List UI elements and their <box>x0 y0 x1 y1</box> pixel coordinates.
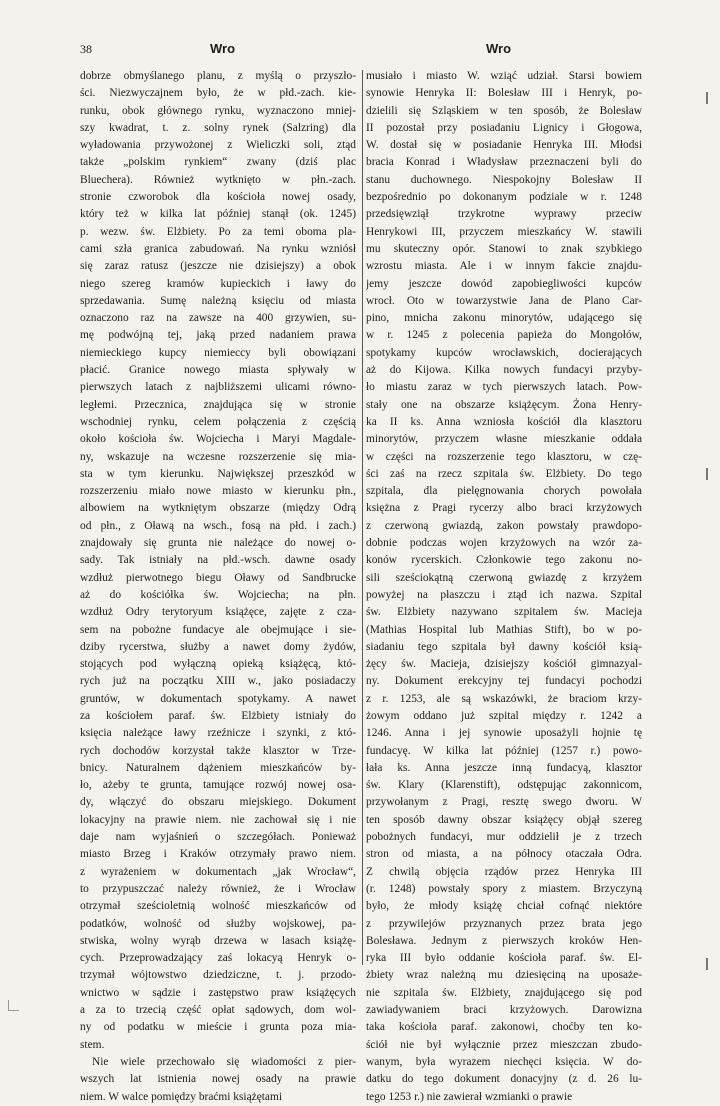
text-line: sady. Tak istniały na płd.-wsch. dawne osady <box>80 554 356 567</box>
text-line: za kościołem paraf. św. Elżbiety istniały do <box>80 709 356 722</box>
text-line: niem. W walce pomiędzy braćmi książętami <box>80 1090 283 1103</box>
text-line: powyżej na płaszczu i ztąd ich nazwa. Szpital <box>366 588 642 601</box>
text-line: św. Elżbiety nazywano szpitalem św. Macieja <box>366 606 642 619</box>
page-number: 38 <box>80 42 92 56</box>
text-line: ny. Dokument erekcyjny tej fundacyi pochodzi <box>366 675 642 688</box>
text-line: W. dostał się w posiadanie Henryka III. Młodsi <box>366 139 642 152</box>
text-line: jemy jeszcze dowód zapobiegliwości kupców <box>366 277 642 290</box>
text-line: aż do Kijowa. Kilka nowych fundacyi przyby- <box>366 364 642 377</box>
text-line: sta w tym kierunku. Największej przeszkód w <box>80 467 356 480</box>
running-head-right: Wro <box>486 41 512 56</box>
text-line: z przywilejów przyznanych przez brata jego <box>366 917 642 930</box>
running-head-left: Wro <box>210 41 236 56</box>
text-line: księżna z Pragi rycerzy albo braci krzyżowych <box>366 502 642 515</box>
text-line: sili sześciokątną czerwoną gwiazdę z krzyżem <box>366 571 642 584</box>
text-line: trzymał wójtowstwo dziedziczne, t. j. przodo- <box>80 969 356 982</box>
text-line: wnictwo w sądzie i zastępstwo praw książęcych <box>80 986 356 999</box>
text-line: także „polskim rynkiem“ zwany (dziś plac <box>80 156 356 169</box>
text-line: bezpośrednio po dokonanym podziale w r. 1248 <box>366 191 642 204</box>
text-line: taka kościoła paraf. zakonowi, choćby ten ko- <box>366 1021 642 1034</box>
text-line: nie szpitala św. Elżbiety, znajdującego się pod <box>366 986 642 999</box>
text-line: około kościoła św. Wojciecha i Maryi Magdale- <box>80 433 356 446</box>
text-line: pobożnych fundacyi, mur oddzielił je z trzech <box>366 831 642 844</box>
text-line: pierwszych latach z najbliższemi ulicami równo- <box>80 381 356 394</box>
text-line: znajdowały się grunta nie należące do nowej o- <box>80 537 356 550</box>
text-line: wschodniej rynku, celem połączenia z częścią <box>80 415 356 428</box>
text-line: mę podwójną tej, jaką przed nadaniem prawa <box>80 329 356 342</box>
text-line: z czerwoną gwiazdą, zakon powstały prawdopo- <box>366 519 642 532</box>
text-line: (r. 1248) powstały spory z miastem. Brzyczyną <box>366 882 642 895</box>
text-line: bnicy. Naturalnem dążeniem mieszkańców by- <box>80 761 356 774</box>
text-line: Henrykowi III, przyczem mieszkańcy W. stawili <box>366 225 642 238</box>
text-line: niemieckiego kupcy niemieccy byli obowiązani <box>80 346 356 359</box>
text-line: wyładowania przywożonej z Wieliczki soli, ztąd <box>80 139 356 152</box>
text-line: wrocł. Oto w towarzystwie Jana de Plano Car- <box>366 294 642 307</box>
text-line: dobrze obmyślanego planu, z myślą o przyszło- <box>80 70 356 82</box>
text-line: podatków, wolność od służby wojskowej, pa- <box>80 917 356 930</box>
text-line: szy kwadrat, t. z. solny rynek (Salzring) dla <box>80 121 356 134</box>
text-line: żęcy św. Macieja, dzisiejszy kościół gimnazyal- <box>366 658 642 671</box>
text-line: spotykamy kupców wrocławskich, docierających <box>366 346 642 359</box>
text-line: bracia Konrad i Władysław przeznaczeni byli do <box>366 156 642 169</box>
text-line: w r. 1245 z polecenia papieża do Mongołów, <box>366 329 642 342</box>
text-line: wzrostu miasta. Ale i w innym fakcie znajdu- <box>366 260 642 273</box>
text-line: ryka III było oddanie kościoła paraf. św. El- <box>366 952 642 965</box>
text-line: przywołanym z Pragi, resztę swego dworu. W <box>366 796 642 809</box>
text-line: sprzedawania. Sumę należną księciu od miasta <box>80 294 356 307</box>
text-line: Bolesława. Jednym z pierwszych kroków Hen- <box>366 934 642 947</box>
text-line: 1246. Anna i jej synowie uposażyli hojnie tę <box>366 727 642 740</box>
text-line: runku, obok głównego rynku, wyznaczono mniej- <box>80 104 356 117</box>
text-line: ny od podatku w mieście i grunta poza mia- <box>80 1021 356 1034</box>
text-line: ka II ks. Anna wzniosła kościół dla klasztoru <box>366 415 642 428</box>
text-line: p. wezw. św. Elżbiety. Po za temi oboma pla- <box>80 225 356 238</box>
text-line: żowym oddano już szpital między r. 1242 a <box>366 709 642 722</box>
text-line: (Mathias Hospital lub Mathias Stift), bo w po- <box>366 623 642 636</box>
text-line: św. Klary (Klarenstift), odstępując zakonnicom, <box>366 779 642 792</box>
text-line: cych. Przeprowadzający zaś lokacyą Henryk o- <box>80 952 356 965</box>
text-column-right <box>366 68 642 1106</box>
text-line: wzdłuż Odry terytoryum książęce, zajęte z cza- <box>80 606 356 619</box>
text-line: rych dochodów korzystał także klasztor w Trze- <box>80 744 356 757</box>
text-line: stronie czworobok dla kościoła nowej osady, <box>80 191 356 204</box>
text-line: ten sposób dawny obszar książęcy objął szereg <box>366 813 642 826</box>
text-line: otrzymał sześcioletnią wolność mieszkańców od <box>80 900 356 913</box>
text-line: daje nam wyjaśnień o szczegółach. Ponieważ <box>80 831 356 844</box>
text-line: dzielili się Szląskiem w ten sposób, że Bolesław <box>366 104 642 117</box>
text-line: stron od miasta, a na północy otaczała Odra. <box>366 848 642 861</box>
text-line: datku do tego dokument donacyjny (z d. 26 lu- <box>366 1073 642 1086</box>
text-line: z wyrażeniem w dokumentach „jak Wrocław“, <box>80 865 356 878</box>
text-line: ści zaś na rzecz szpitala św. Elżbiety. Do tego <box>366 467 642 480</box>
text-line: stem. <box>80 1038 105 1051</box>
text-line: ło miastu zaraz w tych pierwszych latach. Pow- <box>366 381 642 394</box>
text-line: a za to trzecią część opłat sądowych, dom wol- <box>80 1004 356 1017</box>
text-line: żbiety wraz należną mu dziesięciną na uposaże- <box>366 969 642 982</box>
text-line: wzdłuż pierwotnego biegu Oławy od Sandbrucke <box>80 571 356 584</box>
text-line: miasto Brzeg i Kraków otrzymały prawo niem. <box>80 848 356 861</box>
text-line: musiało i miasto W. wziąć udział. Starsi bowiem <box>366 70 642 82</box>
text-line: to przypuszczać należy również, że i Wrocław <box>80 882 356 895</box>
text-line: tego 1253 r.) nie zawierał wzmianki o prawie <box>366 1090 573 1103</box>
text-line: szpitala, dla pielęgnowania chorych powołała <box>366 485 642 498</box>
text-line: mu skuteczny opór. Stanowi to znak szybkiego <box>366 242 642 255</box>
text-line: synowie Henryka II: Bolesław III i Henryk, po- <box>366 87 642 100</box>
text-line: było, że młody książę chciał cofnąć niektóre <box>366 900 642 913</box>
text-line: gruntów, w dokumentach spotykamy. A nawet <box>80 692 356 705</box>
text-line: Bluechera). Również wytknięto w płn.-zach. <box>80 173 356 186</box>
text-line: aż do kościółka św. Wojciecha; na płn. <box>80 588 356 601</box>
text-line: wanym, była wyrazem niechęci księcia. W do- <box>366 1055 642 1068</box>
text-line: łała ks. Anna jeszcze inną fundacyą, klasztor <box>366 761 642 774</box>
text-line: dy, włączyć do obszaru miejskiego. Dokument <box>80 796 356 809</box>
text-line: rozszerzeniu miało nowe miasto w kierunku płn., <box>80 485 356 498</box>
column-divider <box>362 70 363 965</box>
text-column-left <box>80 68 356 1106</box>
text-line: sem na pobożne fundacye ale obejmujące i sie- <box>80 623 356 636</box>
text-line: minorytów, przyczem własne mieszkanie oddała <box>366 433 642 446</box>
text-line: fundacyę. W kilka lat później (1257 r.) powo- <box>366 744 642 757</box>
page-edge-mark <box>706 958 708 970</box>
text-line: lokacyjny na prawie niem. nie zachował się i nie <box>80 813 356 826</box>
text-line: płacić. Granice nowego miasta spływały w <box>80 364 356 377</box>
text-line: dobnie podczas wojen krzyżowych na wzór za- <box>366 537 642 550</box>
text-line: stanu duchownego. Niespokojny Bolesław II <box>366 173 642 186</box>
text-line: się zaraz ratusz (jeszcze nie dzisiejszy) a obok <box>80 260 356 273</box>
text-line: ściół nie był wyłącznie przez mieszczan zbudo- <box>366 1038 642 1051</box>
text-line: ległemi. Przecznica, znajdująca się w stronie <box>80 398 356 411</box>
text-line: albowiem na wytkniętym obszarze (między Odrą <box>80 502 356 515</box>
text-line: zawiadywaniem braci krzyżowych. Darowizna <box>366 1004 642 1017</box>
text-line: wszych lat istnienia nowej osady na prawie <box>80 1073 356 1086</box>
text-line: w części na rozszerzenie tego klasztoru, w czę- <box>366 450 642 463</box>
text-line: ny, wskazuje na wczesne rozszerzenie się mia- <box>80 450 356 463</box>
text-line: dziby rycerstwa, służby a nawet domy żydów, <box>80 640 356 653</box>
page-edge-mark <box>706 92 708 104</box>
text-line: Z chwilą objęcia rządów przez Henryka III <box>366 865 642 878</box>
page-edge-mark <box>706 468 708 480</box>
text-line: cami szła granica zabudowań. Na rynku wzniósł <box>80 242 356 255</box>
text-line: stały one na obszarze książęcym. Żona Henry- <box>366 398 642 411</box>
text-line: ło, ażeby te grunta, tamujące rozwój nowej osa- <box>80 779 356 792</box>
text-line: rych już na początku XIII w., jako posiadaczy <box>80 675 356 688</box>
text-line: księcia należące ławy rzeźnicze i szynki, z któ- <box>80 727 356 740</box>
text-line: ści. Niezwyczajnem było, że w płd.-zach. kie- <box>80 87 356 100</box>
text-line: pino, mnicha zakonu minorytów, udającego się <box>366 312 642 325</box>
text-line: który też w kilka lat później stanął (ok. 1245) <box>80 208 356 221</box>
text-line: II pozostał przy posiadaniu Lignicy i Głogowa, <box>366 121 642 134</box>
text-line: stojących pod wyłączną opieką książęcą, któ- <box>80 658 356 671</box>
text-line: stwiska, wolny wyrąb drzewa w lasach książę- <box>80 934 356 947</box>
text-line: konów rycerskich. Członkowie tego zakonu no- <box>366 554 642 567</box>
text-line: oznaczono raz na zawsze na 400 grzywien, su- <box>80 312 356 325</box>
text-line: niego szereg kramów kupieckich i ławy do <box>80 277 356 290</box>
text-line: z r. 1253, ale są wskazówki, że braciom krzy- <box>366 692 642 705</box>
text-line: przedsięwziął trzykrotne wyprawy przeciw <box>366 208 642 221</box>
scan-corner-mark <box>8 1000 19 1011</box>
text-line: Nie wiele przechowało się wiadomości z pier- <box>92 1055 356 1068</box>
text-line: od płn., z Oławą na wsch., fosą na płd. i zach.) <box>80 519 356 532</box>
text-line: siadaniu tego szpitala był dawny kościół ksią- <box>366 640 642 653</box>
